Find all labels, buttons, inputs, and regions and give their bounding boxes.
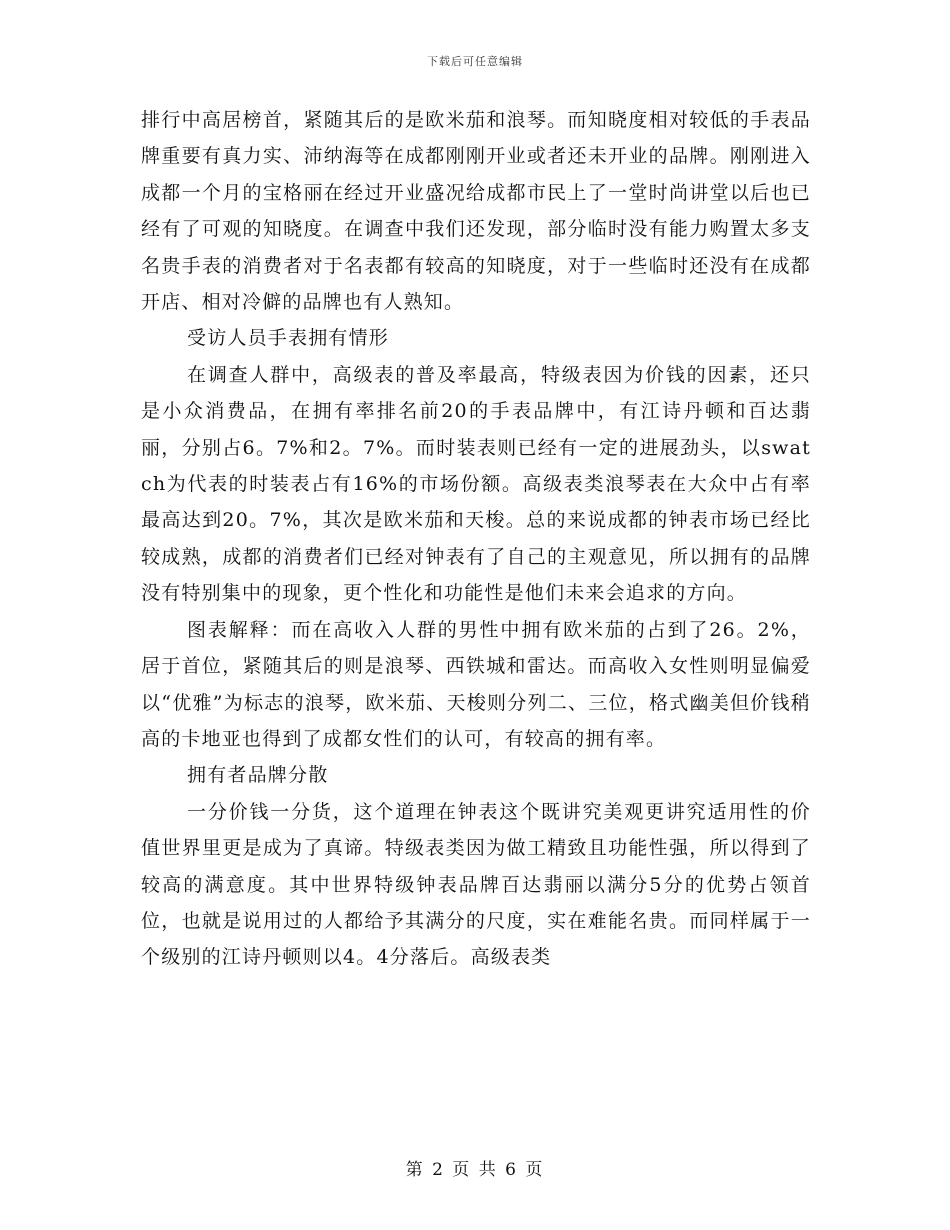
- section-heading-brand-dispersion: 拥有者品牌分散: [187, 764, 329, 787]
- paragraph-chart-explanation: 图表解释：而在高收入人群的男性中拥有欧米茄的占到了26。2%，居于首位，紧随其后的则是浪琴、西铁城和雷达。而高收入女性则明显偏爱以“优雅”为标志的浪琴，欧米茄、天梭则分列二、三位，格式幽美但价钱稍高的卡地亚也得到了成都女性们的认可，有较高的拥有率。: [141, 618, 811, 750]
- paragraph-ownership: 在调查人群中，高级表的普及率最高，特级表因为价钱的因素，还只是小众消费品，在拥有率排名前20的手表品牌中，有江诗丹顿和百达翡丽，分别占6。7%和2。7%。而时装表则已经有一定的进展劲头，以swatch为代表的时装表占有16%的市场份额。高级表类浪琴表在大众中占有率最高达到20。7%，其次是欧米茄和天梭。总的来说成都的钟表市场已经比较成熟，成都的消费者们已经对钟表有了自己的主观意见，所以拥有的品牌没有特别集中的现象，更个性化和功能性是他们未来会追求的方向。: [141, 363, 811, 605]
- page-number: 第 2 页 共 6 页: [405, 1160, 545, 1180]
- section-heading-ownership: 受访人员手表拥有情形: [187, 327, 390, 350]
- document-body: [141, 102, 811, 976]
- page-header: 下载后可任意编辑: [427, 55, 523, 68]
- paragraph-brand-awareness: 排行中高居榜首，紧随其后的是欧米茄和浪琴。而知晓度相对较低的手表品牌重要有真力实、沛纳海等在成都刚刚开业或者还未开业的品牌。刚刚进入成都一个月的宝格丽在经过开业盛况给成都市民上了一堂时尚讲堂以后也已经有了可观的知晓度。在调查中我们还发现，部分临时没有能力购置太多支名贵手表的消费者对于名表都有较高的知晓度，对于一些临时还没有在成都开店、相对冷僻的品牌也有人熟知。: [141, 109, 811, 314]
- paragraph-satisfaction: 一分价钱一分货，这个道理在钟表这个既讲究美观更讲究适用性的价值世界里更是成为了真谛。特级表类因为做工精致且功能性强，所以得到了较高的满意度。其中世界特级钟表品牌百达翡丽以满分5分的优势占领首位，也就是说用过的人都给予其满分的尺度，实在难能名贵。而同样属于一个级别的江诗丹顿则以4。4分落后。高级表类: [141, 800, 811, 969]
